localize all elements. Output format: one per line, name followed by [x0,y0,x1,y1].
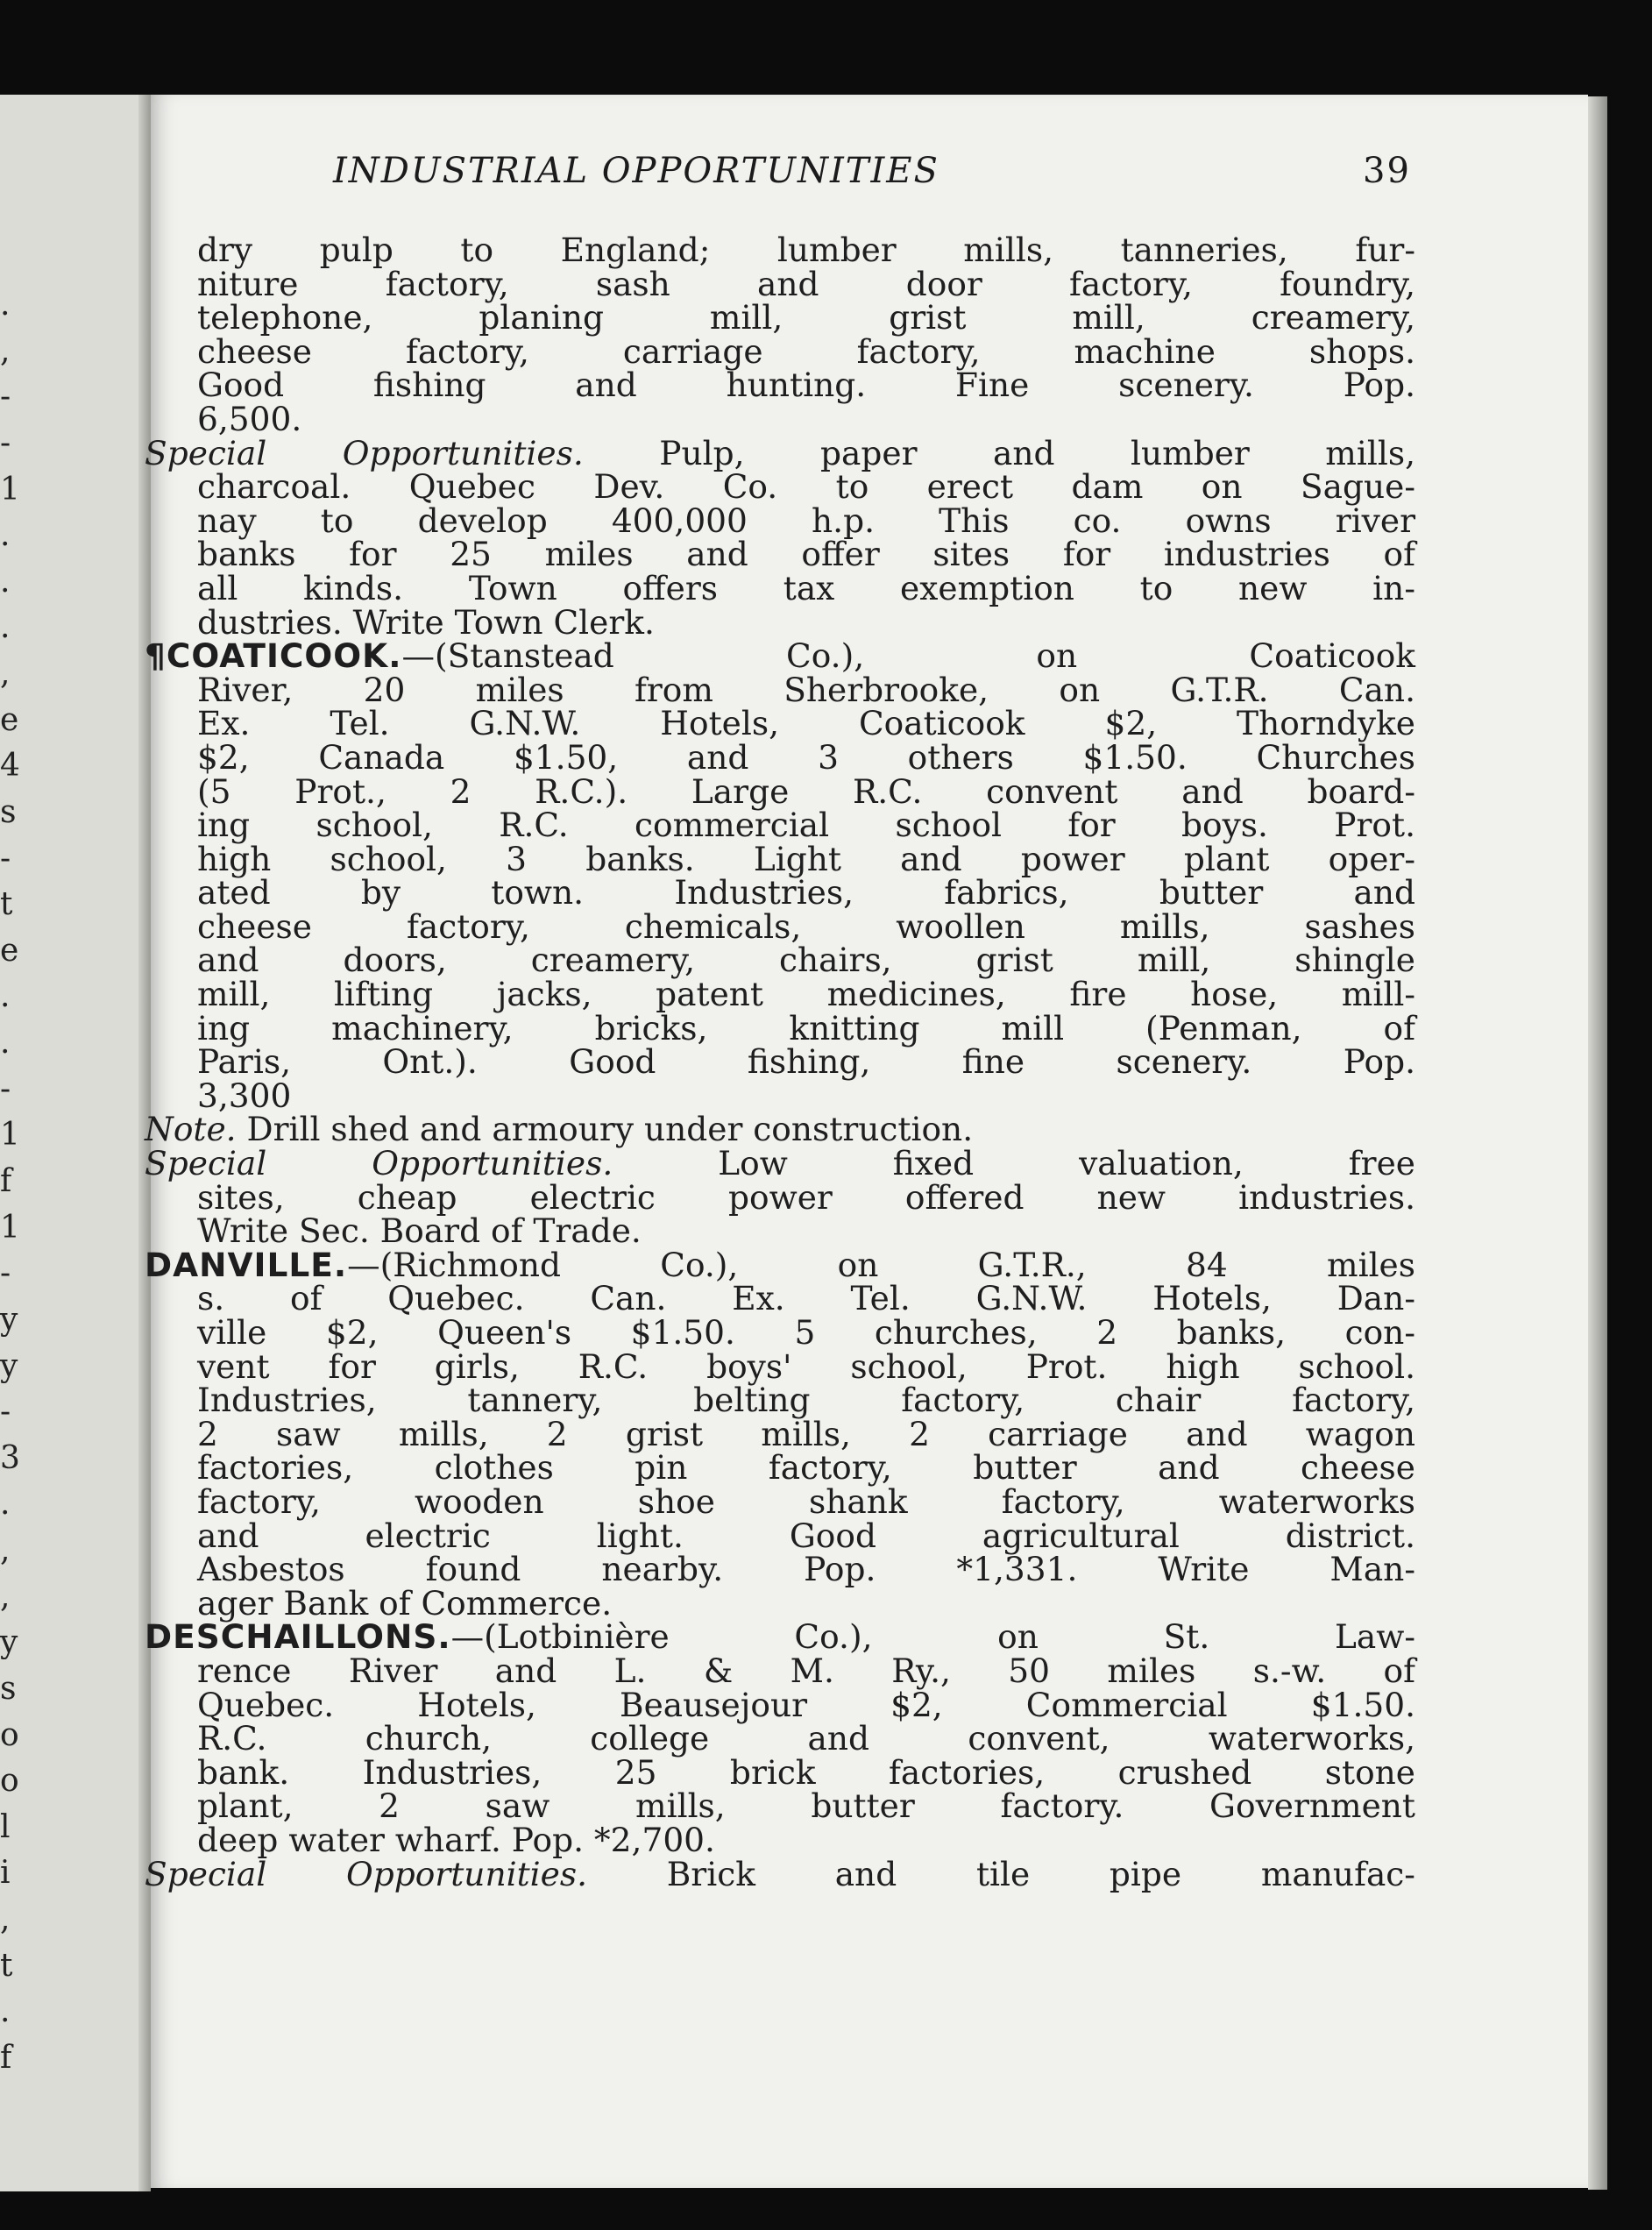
line-text: Low fixed valuation, free [613,1144,1415,1183]
text-line [145,1481,1415,1521]
entry-heading: DANVILLE. [145,1245,348,1284]
line-text: —(Richmond Co.), on G.T.R., 84 miles [347,1245,1415,1284]
line-text: R.C. church, college and convent, waterworks, [197,1719,1415,1758]
margin-character: . [0,1025,11,1062]
text-line [145,399,1415,438]
text-line [145,873,1415,913]
line-text: —(Stanstead Co.), on Coaticook [401,636,1415,676]
text-line [145,1651,1415,1690]
margin-character: e [0,932,19,969]
line-text: $2, Canada $1.50, and 3 others $1.50. Churches [197,737,1415,777]
text-line [145,1112,1415,1147]
section-label: Special Opportunities. [145,1144,613,1183]
text-line [145,1008,1415,1048]
line-text: ville $2, Queen's $1.50. 5 churches, 2 banks, con- [197,1313,1415,1352]
margin-character: 1 [0,1117,20,1154]
text-line [145,737,1415,777]
section-label: Special Opportunities. [145,433,584,472]
text-line [145,331,1415,371]
line-text: cheese factory, chemicals, woollen mills, sashes [197,906,1415,946]
line-text: River, 20 miles from Sherbrooke, on G.T.R. Can. [197,670,1415,709]
margin-character: - [0,1070,11,1107]
line-text: charcoal. Quebec Dev. Co. to erect dam on Sague- [197,467,1415,507]
text-line [145,298,1415,337]
text-line [145,1617,1415,1657]
line-text: ager Bank of Commerce. [197,1583,613,1623]
line-text: dustries. Write Town Clerk. [197,602,655,642]
margin-character: - [0,424,11,461]
page-edge-shadow [1588,96,1607,2190]
text-line [145,366,1415,405]
margin-character: , [0,1901,11,1938]
line-text: deep water wharf. Pop. *2,700. [197,1820,715,1859]
text-line [145,501,1415,540]
line-text: factories, clothes pin factory, butter and cheese [197,1448,1415,1488]
margin-character: , [0,332,11,369]
section-label: Special Opportunities. [145,1854,588,1893]
line-text: Pulp, paper and lumber mills, [583,433,1415,472]
margin-character: s [0,1670,17,1707]
line-text: Industries, tannery, belting factory, chair factory, [197,1381,1415,1420]
line-text: Ex. Tel. G.N.W. Hotels, Coaticook $2, Thorndyke [197,704,1415,743]
text-line [145,806,1415,845]
margin-character: 3 [0,1439,20,1476]
text-line [145,537,1415,572]
margin-character: e [0,701,19,738]
line-text: Asbestos found nearby. Pop. *1,331. Write Man- [197,1550,1415,1589]
margin-character: . [0,517,11,554]
text-line [145,1786,1415,1826]
text-line [145,1752,1415,1792]
text-line [145,1854,1415,1893]
text-line [145,704,1415,743]
margin-character: s [0,793,17,830]
text-line [145,1820,1415,1859]
margin-character: f [0,1163,12,1199]
line-text: dry pulp to England; lumber mills, tanneries, fur- [197,231,1415,269]
text-line [145,1279,1415,1318]
line-text: (5 Prot., 2 R.C.). Large R.C. convent and board- [197,771,1415,811]
text-line [145,1042,1415,1082]
text-line [145,839,1415,878]
text-line [145,467,1415,507]
page-number: 39 [1363,151,1411,191]
text-line [145,1685,1415,1724]
line-text: ated by town. Industries, fabrics, butter and [197,873,1415,913]
line-text: plant, 2 saw mills, butter factory. Government [197,1786,1415,1826]
line-text: and doors, creamery, chairs, grist mill, shingle [197,941,1415,980]
line-text: nay to develop 400,000 h.p. This co. owns river [197,501,1415,540]
text-line [145,670,1415,709]
margin-character: , [0,1532,11,1569]
line-text: all kinds. Town offers tax exemption to new in- [197,568,1415,607]
line-text: ing machinery, bricks, knitting mill (Penman, of [197,1008,1415,1048]
line-text: Drill shed and armoury under construction. [236,1110,974,1149]
margin-character: . [0,609,11,646]
line-text: banks for 25 miles and offer sites for industries of [197,535,1415,574]
text-line [145,906,1415,946]
margin-character: y [0,1301,18,1338]
margin-character: - [0,379,11,415]
text-line [145,1414,1415,1453]
text-line [145,1144,1415,1183]
text-line [145,1076,1415,1115]
left-page-edge [0,95,151,2191]
margin-character: 1 [0,471,20,508]
line-text: ing school, R.C. commercial school for boys. Prot. [197,806,1415,845]
line-text: 3,300 [197,1076,292,1115]
line-text: niture factory, sash and door factory, foundry, [197,264,1415,303]
margin-character: . [0,978,11,1015]
text-line [145,264,1415,303]
line-text: Quebec. Hotels, Beausejour $2, Commercial $1.50. [197,1685,1415,1724]
line-text: Write Sec. Board of Trade. [197,1211,642,1251]
text-line [145,1516,1415,1555]
line-text: —(Lotbinière Co.), on St. Law- [450,1617,1415,1657]
margin-character: . [0,1993,11,2030]
text-line [145,1719,1415,1758]
line-text: Good fishing and hunting. Fine scenery. Pop. [197,366,1415,405]
line-text: and electric light. Good agricultural district. [197,1516,1415,1555]
line-text: Brick and tile pipe manufac- [587,1854,1415,1893]
text-line [145,1313,1415,1352]
margin-character: t [0,1947,13,1984]
margin-character: o [0,1716,19,1753]
margin-character: i [0,1855,11,1892]
text-line [145,1381,1415,1420]
margin-character: - [0,1255,11,1292]
text-line [145,568,1415,607]
text-line [145,977,1415,1012]
margin-character: y [0,1347,18,1384]
text-line [145,233,1415,267]
text-line [145,433,1415,472]
line-text: 2 saw mills, 2 grist mills, 2 carriage and wagon [197,1414,1415,1453]
text-line [145,602,1415,642]
line-text: vent for girls, R.C. boys' school, Prot. high school. [197,1346,1415,1386]
line-text: cheese factory, carriage factory, machine shops. [197,331,1415,371]
margin-character: - [0,840,11,877]
page-header [333,151,1420,191]
margin-character: o [0,1763,19,1800]
text-line [145,1211,1415,1251]
text-line [145,1552,1415,1587]
line-text: high school, 3 banks. Light and power plant oper- [197,839,1415,878]
line-text: sites, cheap electric power offered new industries. [197,1177,1415,1217]
body-text [145,233,1415,1891]
entry-heading: ¶COATICOOK. [145,636,402,676]
line-text: factory, wooden shoe shank factory, waterworks [197,1481,1415,1521]
margin-character: . [0,1486,11,1523]
margin-character: 4 [0,748,20,785]
margin-character: y [0,1624,18,1661]
line-text: 6,500. [197,399,302,438]
margin-character: , [0,656,11,692]
text-line [145,1583,1415,1623]
margin-character: f [0,2040,12,2076]
text-line [145,941,1415,980]
text-line [145,1245,1415,1284]
margin-character: . [0,287,11,323]
text-line [145,1448,1415,1488]
running-head: INDUSTRIAL OPPORTUNITIES [333,151,939,191]
line-text: telephone, planing mill, grist mill, creamery, [197,298,1415,337]
line-text: s. of Quebec. Can. Ex. Tel. G.N.W. Hotels, Dan- [197,1279,1415,1318]
line-text: mill, lifting jacks, patent medicines, fire hose, mill- [197,975,1415,1014]
line-text: bank. Industries, 25 brick factories, crushed stone [197,1752,1415,1792]
margin-character: 1 [0,1209,20,1246]
line-text: rence River and L. & M. Ry., 50 miles s.-w. of [197,1651,1415,1690]
text-line [145,771,1415,811]
margin-character: t [0,886,13,923]
text-line [145,1346,1415,1386]
margin-character: - [0,1394,11,1431]
entry-heading: DESCHAILLONS. [145,1617,451,1657]
section-label: Note. [145,1110,237,1149]
margin-character: . [0,563,11,600]
margin-character: , [0,1578,11,1615]
line-text: Paris, Ont.). Good fishing, fine scenery. Pop. [197,1042,1415,1082]
text-line [145,636,1415,676]
margin-character: l [0,1808,11,1845]
text-line [145,1177,1415,1217]
